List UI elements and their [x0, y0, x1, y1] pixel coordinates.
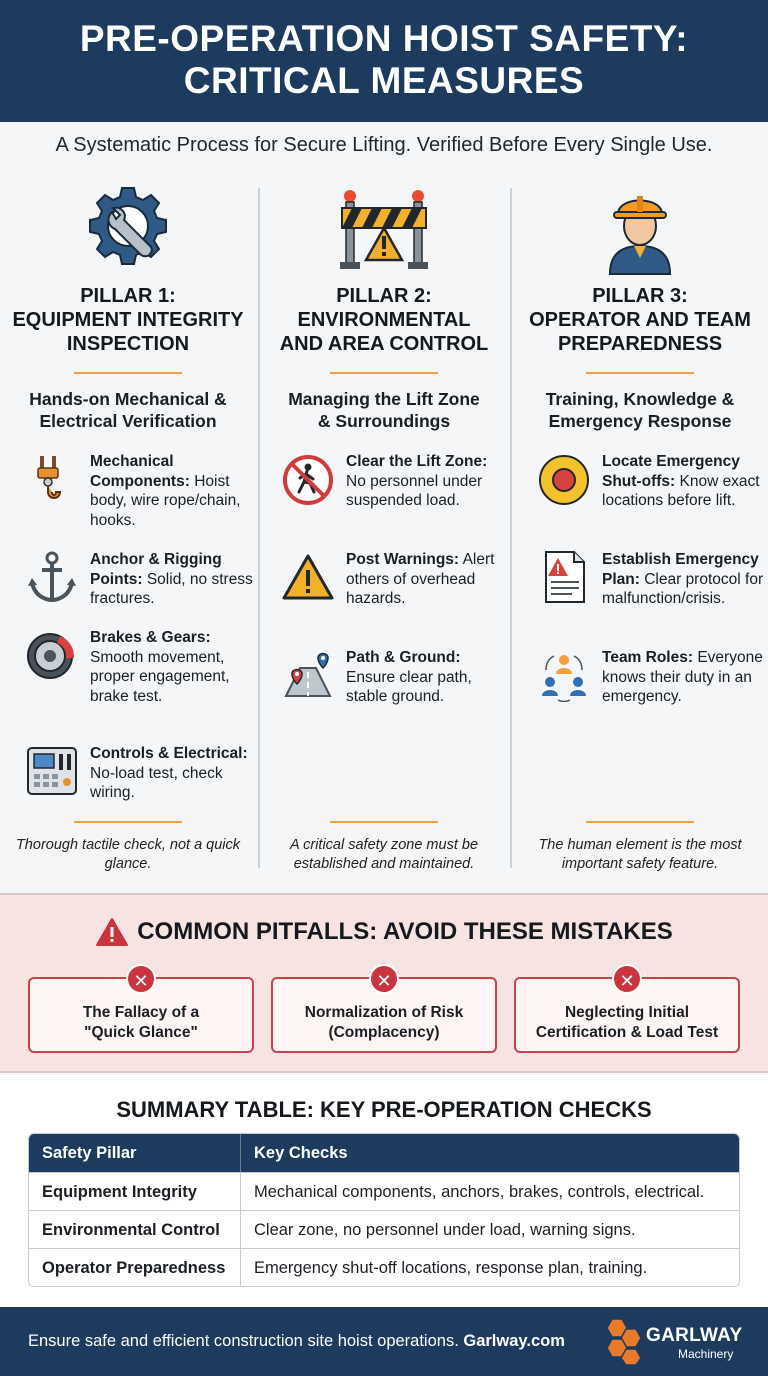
- gear-wrench-icon: [78, 184, 178, 276]
- warning-icon: [95, 917, 129, 947]
- check-item: [282, 648, 507, 738]
- footer-link[interactable]: Garlway.com: [463, 1332, 565, 1350]
- footer-tagline: Ensure safe and efficient construction site hoist operations.: [28, 1332, 459, 1350]
- check-item: [282, 550, 507, 640]
- pillar-title-line: EQUIPMENT INTEGRITY: [12, 309, 244, 331]
- x-circle-icon: ✕: [369, 964, 399, 994]
- check-item-desc: Solid, no stress fractures.: [90, 570, 253, 607]
- pillar-subtitle: [512, 388, 768, 432]
- title-line-2: CRITICAL MEASURES: [183, 60, 585, 101]
- table-row: [29, 1172, 739, 1210]
- check-item-text: [346, 452, 510, 511]
- check-item-label: Clear the Lift Zone:: [346, 453, 488, 470]
- pillar-title: [256, 284, 512, 356]
- column-header: Key Checks: [254, 1144, 348, 1162]
- logo-subtitle: Machinery: [678, 1347, 734, 1361]
- table-cell: Emergency shut-off locations, response plan, training.: [254, 1259, 648, 1277]
- pillar-2: [256, 176, 512, 880]
- check-item-desc: No personnel under suspended load.: [346, 472, 483, 509]
- orange-rule: [586, 821, 694, 823]
- brake-disc-icon: [26, 628, 78, 682]
- table-cell: Mechanical components, anchors, brakes, controls, electrical.: [254, 1183, 705, 1201]
- pillar-subtitle-line: & Surroundings: [317, 411, 451, 431]
- x-circle-icon: ✕: [612, 964, 642, 994]
- check-item-label: Locate Emergency Shut-offs:: [602, 453, 740, 490]
- check-item: [538, 452, 763, 542]
- check-item-label: Team Roles:: [602, 649, 694, 666]
- check-item-label: Brakes & Gears:: [90, 629, 211, 646]
- x-circle-icon: ✕: [126, 964, 156, 994]
- check-item-desc: Ensure clear path, stable ground.: [346, 668, 472, 705]
- title-line-1: PRE-OPERATION HOIST SAFETY:: [79, 18, 689, 59]
- check-item: [26, 628, 251, 718]
- pitfall-text: Normalization of Risk: [304, 1004, 464, 1021]
- pillar-3: [512, 176, 768, 880]
- worker-helmet-icon: [590, 184, 690, 276]
- pillar-number: PILLAR 1:: [80, 285, 176, 307]
- emergency-stop-icon: [538, 452, 590, 506]
- check-item-desc: Hoist body, wire rope/chain, hooks.: [90, 472, 241, 529]
- anchor-icon: [26, 550, 78, 604]
- orange-rule: [74, 821, 182, 823]
- table-header-row: [29, 1134, 739, 1172]
- map-path-icon: [282, 648, 334, 702]
- pitfalls-section: [0, 893, 768, 1073]
- table-cell: Clear zone, no personnel under load, warning signs.: [254, 1221, 636, 1239]
- logo-name: GARLWAY: [646, 1325, 743, 1346]
- hook-icon: [26, 452, 78, 506]
- check-item-desc: Smooth movement, proper engagement, brake test.: [90, 648, 230, 705]
- pillar-subtitle-line: Hands-on Mechanical &: [29, 389, 227, 409]
- emergency-plan-document-icon: [538, 550, 590, 604]
- pillar-title-line: AND AREA CONTROL: [279, 333, 489, 355]
- pitfall-text: Certification & Load Test: [535, 1024, 719, 1041]
- check-item: [26, 550, 251, 640]
- check-item-text: [90, 452, 254, 530]
- check-item: [538, 648, 763, 738]
- control-panel-icon: [26, 744, 78, 798]
- pillar-number: PILLAR 3:: [592, 285, 688, 307]
- check-item: [26, 452, 251, 542]
- pitfall-text: Neglecting Initial: [564, 1004, 689, 1021]
- table-row: [29, 1248, 739, 1286]
- check-item-desc: Everyone knows their duty in an emergency.: [602, 649, 763, 705]
- check-item-label: Establish Emergency Plan:: [602, 551, 759, 588]
- table-cell: Environmental Control: [29, 1211, 241, 1248]
- check-item-label: Post Warnings:: [346, 551, 460, 568]
- pillar-subtitle: [256, 388, 512, 432]
- pitfall-text: The Fallacy of a: [82, 1004, 200, 1021]
- check-item-label: Path & Ground:: [346, 649, 461, 666]
- pillar-note: A critical safety zone must be established and maintained.: [289, 837, 479, 872]
- pillar-subtitle-line: Managing the Lift Zone: [288, 389, 480, 409]
- table-row: [29, 1210, 739, 1248]
- pillar-note: Thorough tactile check, not a quick glance.: [15, 837, 241, 872]
- check-item-desc: Alert others of overhead hazards.: [346, 551, 495, 607]
- pillar-1: [0, 176, 256, 880]
- pitfalls-title: COMMON PITFALLS: AVOID THESE MISTAKES: [137, 918, 673, 945]
- header-banner: [0, 0, 768, 122]
- pillar-title-line: OPERATOR AND TEAM: [529, 309, 751, 331]
- check-item-label: Controls & Electrical:: [90, 745, 248, 762]
- pillar-note: The human element is the most important safety feature.: [538, 837, 742, 872]
- orange-rule: [330, 821, 438, 823]
- pillar-subtitle: [0, 388, 256, 432]
- check-item-text: [602, 452, 766, 511]
- check-item-text: [346, 648, 510, 707]
- summary-section: [0, 1075, 768, 1307]
- warning-sign-icon: [282, 550, 334, 604]
- check-item-desc: Know exact locations before lift.: [602, 472, 760, 509]
- pillar-title-line: INSPECTION: [66, 333, 190, 355]
- pitfall-text: "Quick Glance": [84, 1024, 198, 1041]
- footer: [0, 1307, 768, 1376]
- team-roles-icon: [538, 648, 590, 702]
- orange-rule: [586, 372, 694, 374]
- check-item: [282, 452, 507, 542]
- pillars-section: [0, 176, 768, 880]
- pillar-title-line: PREPAREDNESS: [557, 333, 723, 355]
- orange-rule: [74, 372, 182, 374]
- check-item-label: Anchor & Rigging Points:: [90, 551, 222, 588]
- check-item-desc: Clear protocol for malfunction/crisis.: [602, 570, 764, 607]
- check-item-label: Mechanical Components:: [90, 453, 190, 490]
- pillar-title-line: ENVIRONMENTAL: [297, 309, 471, 331]
- summary-table: [28, 1133, 740, 1287]
- check-item-text: [602, 648, 766, 707]
- check-item-text: [90, 628, 254, 706]
- pillar-title: [512, 284, 768, 356]
- check-item-text: [602, 550, 766, 609]
- pillar-subtitle-line: Training, Knowledge &: [545, 389, 735, 409]
- subtitle: A Systematic Process for Secure Lifting. Verified Before Every Single Use.: [55, 134, 713, 156]
- check-item-desc: No-load test, check wiring.: [90, 764, 223, 801]
- orange-rule: [330, 372, 438, 374]
- page-title: [0, 0, 768, 102]
- hexagon-logo-icon: [598, 1317, 648, 1365]
- pillar-number: PILLAR 2:: [336, 285, 432, 307]
- pillar-subtitle-line: Emergency Response: [548, 411, 732, 431]
- barricade-icon: [334, 184, 434, 276]
- pitfall-text: (Complacency): [328, 1024, 440, 1041]
- column-header: Safety Pillar: [29, 1134, 241, 1172]
- pillar-title: [0, 284, 256, 356]
- no-pedestrian-icon: [282, 452, 334, 506]
- check-item-text: [346, 550, 510, 609]
- check-item-text: [90, 744, 254, 803]
- check-item: [538, 550, 763, 640]
- table-cell: Operator Preparedness: [29, 1249, 241, 1286]
- pitfalls-heading: [0, 917, 768, 947]
- footer-text: [28, 1332, 565, 1351]
- check-item-text: [90, 550, 254, 609]
- summary-title: SUMMARY TABLE: KEY PRE-OPERATION CHECKS: [116, 1097, 652, 1122]
- table-cell: Equipment Integrity: [29, 1173, 241, 1210]
- pillar-subtitle-line: Electrical Verification: [39, 411, 217, 431]
